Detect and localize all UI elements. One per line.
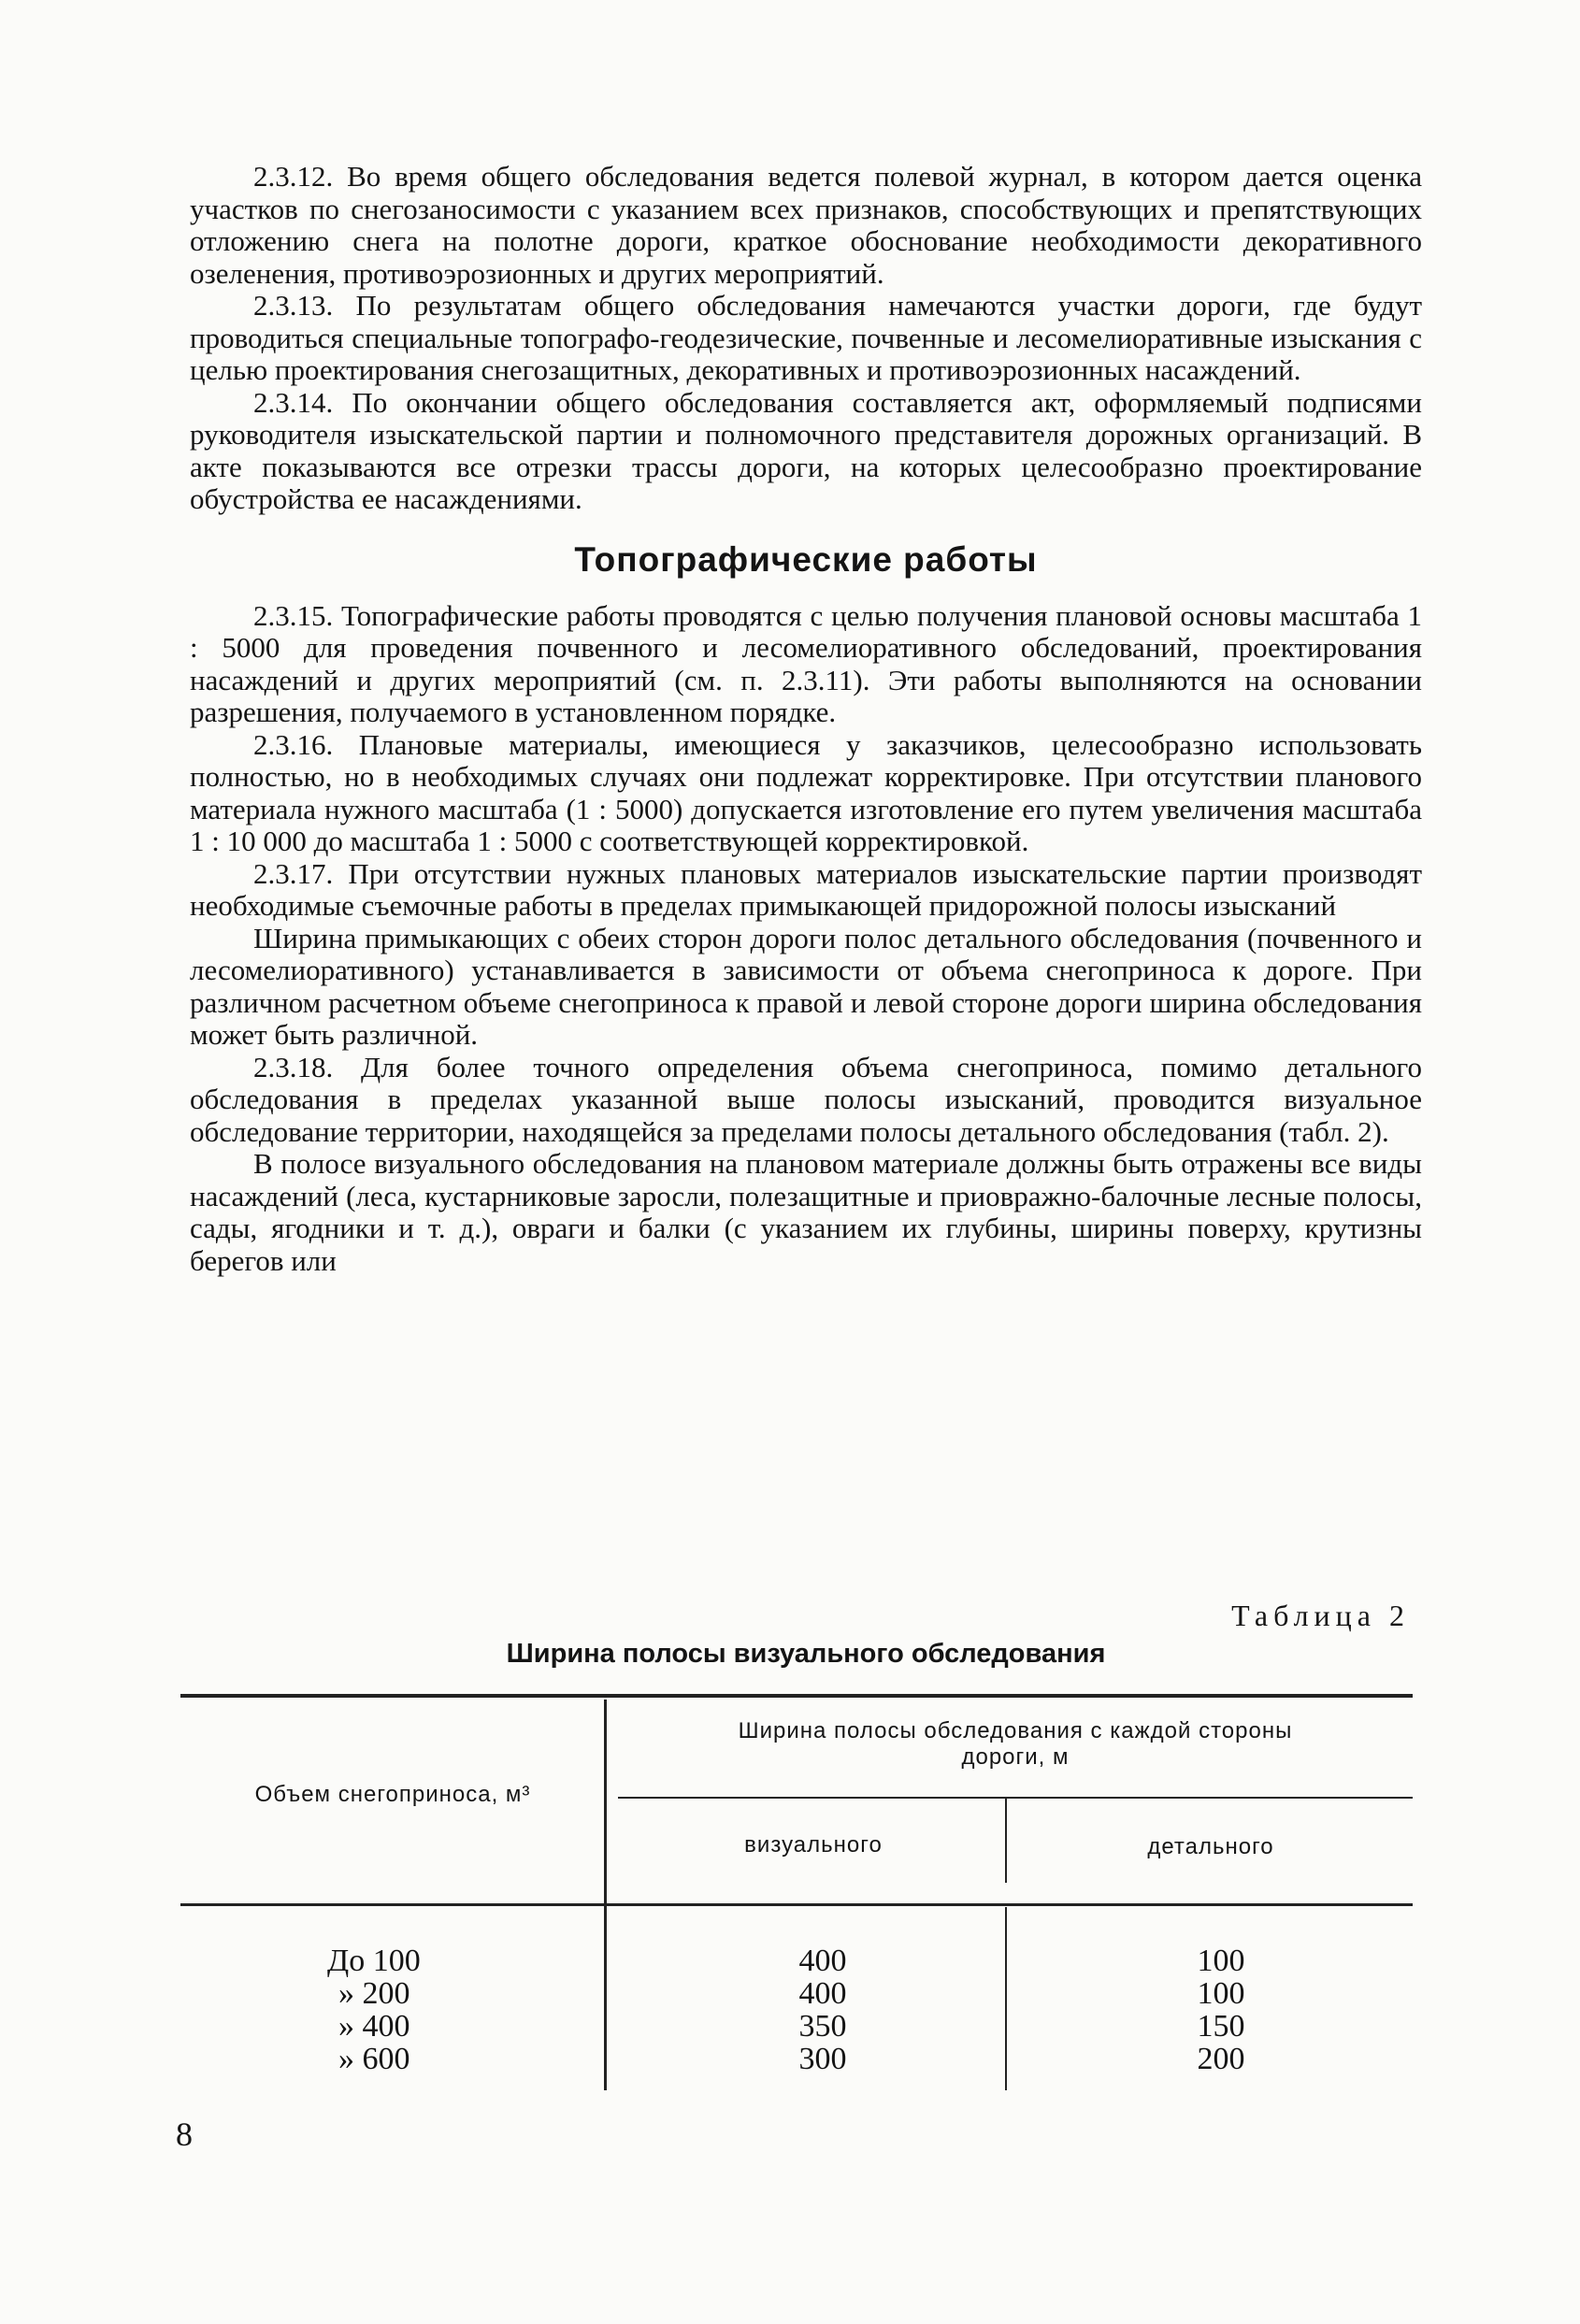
table-subheader-rule <box>618 1797 1413 1799</box>
table-cell-detail: 100 <box>1197 1944 1245 1978</box>
table-top-rule <box>180 1694 1413 1698</box>
table-cell-volume: До 100 <box>327 1944 421 1978</box>
paragraph-strip-width: Ширина примыкающих с обеих сторон дороги полос детального обследования (почвенного и лесомелиоративного) устанавливается в зависимости от объема снегоприноса к дороге. При различном расчетном объеме снегоприноса к правой и левой стороне дороги ширина обследования может быть различной. <box>190 921 1422 1051</box>
table-cell-detail: 200 <box>1197 2042 1245 2076</box>
table-cell-visual: 350 <box>798 2009 847 2044</box>
table-header-visual: визуального <box>744 1832 883 1858</box>
table-cell-visual: 300 <box>798 2042 847 2076</box>
table-cell-detail: 100 <box>1197 1976 1245 2011</box>
table-column-divider-2-body <box>1005 1907 1007 2090</box>
paragraph-2-3-14: 2.3.14. По окончании общего обследования составляется акт, оформляемый подписями руководителя изыскательской партии и полномочного представителя дорожных организаций. В акте показываются все отрезки трассы дороги, на которых целесообразно проектирование обустройства ее насаждениями. <box>190 385 1422 515</box>
table-cell-detail: 150 <box>1197 2009 1245 2044</box>
table-cell-visual: 400 <box>798 1976 847 2011</box>
paragraph-2-3-13: 2.3.13. По результатам общего обследования намечаются участки дороги, где будут проводиться специальные топографо-геодезические, почвенные и лесомелиоративные изыскания с целью проектирования снегозащитных, декоративных и противоэрозионных насаждений. <box>190 289 1422 386</box>
table-header-detail: детального <box>1147 1834 1274 1859</box>
table-column-visual <box>767 1944 879 2075</box>
paragraph-2-3-15: 2.3.15. Топографические работы проводятся с целью получения плановой основы масштаба 1 : 5000 для проведения почвенного и лесомелиоративного обследований, проектирования насаждений и других мероприятий (см. п. 2.3.11). Эти работы выполняются на основании разрешения, получаемого в установленном порядке. <box>190 598 1422 728</box>
table-label: Таблица 2 <box>1231 1599 1410 1632</box>
table-cell-visual: 400 <box>798 1944 847 1978</box>
table-header-volume: Объем снегоприноса, м³ <box>254 1782 531 1807</box>
table-header-rule <box>180 1903 1413 1906</box>
page-number: 8 <box>176 2116 193 2153</box>
table-title: Ширина полосы визуального обследования <box>506 1639 1106 1669</box>
paragraph-2-3-18: 2.3.18. Для более точного определения объема снегоприноса, помимо детального обследования в пределах указанной выше полосы изысканий, проводится визуальное обследование территории, находящейся за пределами полосы детального обследования (табл. 2). <box>190 1050 1422 1148</box>
paragraph-2-3-12: 2.3.12. Во время общего обследования ведется полевой журнал, в котором дается оценка участков по снегозаносимости с указанием всех признаков, способствующих и препятствующих отложению снега на полотне дороги, краткое обоснование необходимости декоративного озеленения, противоэрозионных и других мероприятий. <box>190 160 1422 290</box>
table-cell-volume: » 600 <box>338 2042 410 2076</box>
table-cell-volume: » 200 <box>338 1976 410 2011</box>
paragraph-2-3-17: 2.3.17. При отсутствии нужных плановых материалов изыскательские партии производят необходимые съемочные работы в пределах примыкающей придорожной полосы изысканий <box>190 856 1422 922</box>
paragraph-2-3-16: 2.3.16. Плановые материалы, имеющиеся у заказчиков, целесообразно использовать полностью, но в необходимых случаях они подлежат корректировке. При отсутствии планового материала нужного масштаба (1 : 5000) допускается изготовление его путем увеличения масштаба 1 : 10 000 до масштаба 1 : 5000 с соответствующей корректировкой. <box>190 727 1422 857</box>
table-cell-volume: » 400 <box>338 2009 410 2044</box>
paragraph-visual-strip: В полосе визуального обследования на плановом материале должны быть отражены все виды насаждений (леса, кустарниковые заросли, полезащитные и приовражно-балочные лесные полосы, сады, ягодники и т. д.), овраги и балки (с указанием их глубины, ширины поверху, крутизны берегов или <box>190 1147 1422 1277</box>
table-column-divider-2 <box>1005 1799 1007 1883</box>
body-text <box>190 161 1422 1277</box>
table-header-strip-width: Ширина полосы обследования с каждой стороны дороги, м <box>738 1718 1293 1770</box>
section-heading-topographic-works: Топографические работы <box>574 539 1038 579</box>
table-column-volume <box>327 1944 421 2075</box>
table-column-detail <box>1165 1944 1277 2075</box>
table-column-divider-1 <box>604 1700 607 2090</box>
